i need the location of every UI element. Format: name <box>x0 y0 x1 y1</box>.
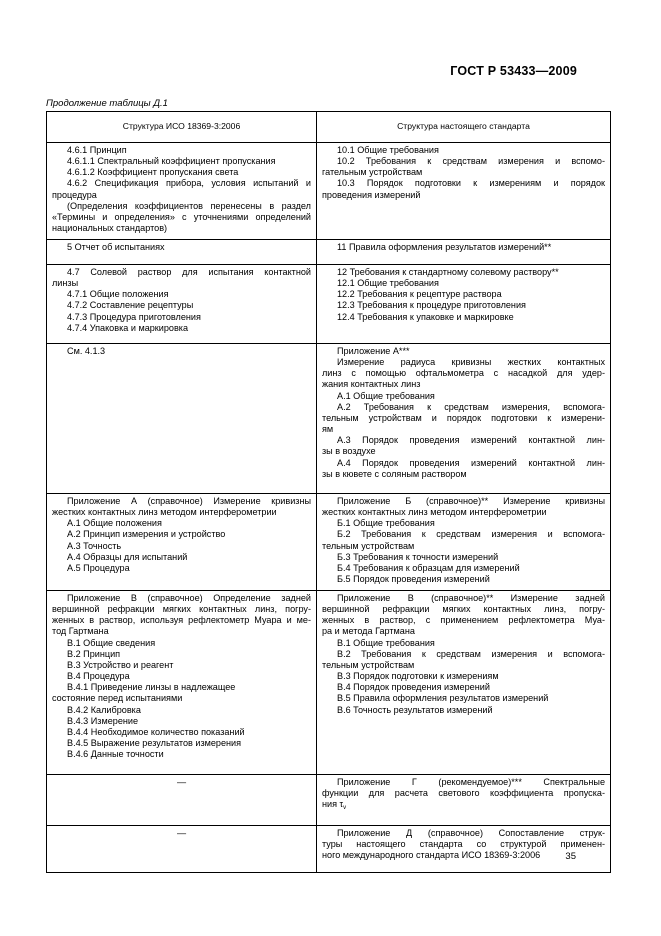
text-line <box>52 529 311 540</box>
text-line <box>322 278 605 289</box>
table-row <box>47 344 611 494</box>
line-text: А.4 Порядок проведения измерений контактной лин- <box>337 457 605 468</box>
line-text: тельным устройствам и порядок подготовки к измерени- <box>322 412 605 423</box>
text-line <box>322 693 605 704</box>
line-text: В.4.5 Выражение результатов измерения <box>67 738 242 749</box>
line-text: В.6 Точность результатов измерений <box>337 704 493 715</box>
line-text: 10.1 Общие требования <box>337 145 439 155</box>
line-text: жания контактных линз <box>322 379 421 390</box>
line-text: проведения измерений <box>322 189 421 200</box>
table-row <box>47 494 611 591</box>
text-line <box>52 278 311 289</box>
text-line <box>322 660 605 671</box>
line-text: В.4 Процедура <box>67 671 130 682</box>
line-text: Измерение радиуса кривизны жестких контактных <box>337 357 605 368</box>
line-text: В.1 Общие требования <box>337 637 435 648</box>
iso-structure-cell <box>47 240 317 265</box>
text-line <box>52 178 311 189</box>
line-text: В.4.4 Необходимое количество показаний <box>67 726 245 737</box>
national-structure-cell <box>317 591 611 775</box>
line-text: Б.5 Порядок проведения измерений <box>337 574 490 585</box>
text-line <box>322 357 605 368</box>
line-text: 4.6.2 Спецификация прибора, условия испытаний и <box>67 178 311 189</box>
line-text: А.3 Порядок проведения измерений контактной лин- <box>337 435 605 446</box>
line-text: 10.3 Порядок подготовки к измерениям и порядок <box>337 178 605 189</box>
iso-structure-cell <box>47 591 317 775</box>
iso-structure-cell <box>47 265 317 344</box>
line-text: 4.6.1 Принцип <box>67 145 127 155</box>
text-line <box>322 469 605 480</box>
table-row <box>47 240 611 265</box>
line-text: 4.6.1.2 Коэффициент пропускания света <box>67 167 239 178</box>
line-text: А.5 Процедура <box>67 562 130 573</box>
line-text: — <box>176 777 187 787</box>
text-line <box>52 828 311 839</box>
text-line <box>52 507 311 518</box>
text-line <box>322 178 605 189</box>
text-line <box>322 167 605 178</box>
line-text: А.1 Общие требования <box>337 390 435 401</box>
line-text: линзы <box>52 278 79 289</box>
text-line <box>52 190 311 201</box>
text-line <box>52 693 311 704</box>
table-body <box>47 143 611 873</box>
text-line <box>322 638 605 649</box>
text-line <box>52 563 311 574</box>
text-line <box>52 626 311 637</box>
text-line <box>52 777 311 788</box>
column-header-national: Структура настоящего стандарта <box>317 112 611 143</box>
text-line <box>322 267 605 278</box>
text-line <box>52 201 311 212</box>
national-structure-cell <box>317 344 611 494</box>
text-line <box>322 496 605 507</box>
text-line <box>52 267 311 278</box>
text-line <box>322 289 605 300</box>
line-text: Б.2 Требования к средствам измерения и вспомога- <box>337 529 605 540</box>
text-line <box>322 828 605 839</box>
text-line <box>52 638 311 649</box>
line-text: 12.1 Общие требования <box>337 278 439 289</box>
line-text: ям <box>322 424 334 435</box>
line-text: функции для расчета светового коэффициента пропуска- <box>322 788 605 799</box>
text-line <box>52 156 311 167</box>
text-line <box>52 738 311 749</box>
line-text: ния τ <box>322 799 344 810</box>
text-line <box>52 167 311 178</box>
text-line <box>322 379 605 390</box>
text-line <box>52 716 311 727</box>
line-text: Приложение Д (справочное) Сопоставление струк- <box>337 828 605 838</box>
text-line <box>52 727 311 738</box>
text-line <box>52 552 311 563</box>
text-line <box>322 190 605 201</box>
line-text: ра и метода Гартмана <box>322 626 415 637</box>
line-text: В.3 Порядок подготовки к измерениям <box>337 671 499 682</box>
table-row <box>47 143 611 240</box>
text-line <box>322 156 605 167</box>
text-line <box>52 300 311 311</box>
line-text: 4.7.1 Общие положения <box>67 289 169 300</box>
text-line <box>322 346 605 357</box>
line-text: Б.1 Общие требования <box>337 518 435 529</box>
line-text: 12.4 Требования к упаковке и маркировке <box>337 311 514 322</box>
iso-structure-cell <box>47 775 317 826</box>
line-text: 4.7.2 Составление рецептуры <box>67 300 194 311</box>
text-line <box>322 402 605 413</box>
text-line <box>52 682 311 693</box>
standard-id-header: ГОСТ Р 53433—2009 <box>450 64 577 78</box>
line-text: жестких контактных линз методом интерферометрии <box>52 507 277 518</box>
line-text: Б.4 Требования к образцам для измерений <box>337 562 520 573</box>
text-line <box>322 839 605 850</box>
line-text: В.4.6 Данные точности <box>67 749 164 760</box>
text-line <box>52 346 311 357</box>
line-text: А.2 Принцип измерения и устройство <box>67 529 226 540</box>
line-text: тельным устройствам <box>322 659 415 670</box>
text-line <box>52 649 311 660</box>
line-text: вершинной рефракции мягких контактных линз, погру- <box>322 604 605 615</box>
text-line <box>322 682 605 693</box>
text-line <box>322 649 605 660</box>
text-line <box>52 145 311 156</box>
line-text: Приложение А (справочное) Измерение кривизны <box>67 496 311 506</box>
line-text: состояние перед испытаниями <box>52 693 183 704</box>
national-structure-cell <box>317 265 611 344</box>
line-text: См. 4.1.3 <box>67 346 106 356</box>
line-text: (Определения коэффициентов перенесены в раздел <box>67 200 311 211</box>
line-text: женных в раствор, используя рефлектометр Муара и ме- <box>52 615 311 626</box>
line-text: гательным устройствам <box>322 167 423 178</box>
line-text: 4.7.4 Упаковка и маркировка <box>67 322 189 333</box>
text-line <box>52 671 311 682</box>
table-header-row <box>47 112 611 143</box>
text-line <box>322 593 605 604</box>
line-text: линз с помощью офтальмометра с насадкой для удер- <box>322 368 605 379</box>
line-text: 4.7.3 Процедура приготовления <box>67 311 201 322</box>
table-row <box>47 265 611 344</box>
table-row <box>47 591 611 775</box>
national-structure-cell <box>317 240 611 265</box>
line-text: 10.2 Требования к средствам измерения и вспомо- <box>337 156 605 167</box>
text-line <box>52 593 311 604</box>
text-line <box>322 552 605 563</box>
national-structure-cell <box>317 494 611 591</box>
line-text: тод Гартмана <box>52 626 109 637</box>
line-text: 4.6.1.1 Спектральный коэффициент пропускания <box>67 156 276 167</box>
text-line <box>322 850 605 861</box>
line-text: В.5 Правила оформления результатов измерений <box>337 693 549 704</box>
text-line <box>322 458 605 469</box>
text-line <box>322 626 605 637</box>
text-line <box>322 424 605 435</box>
line-text: В.2 Требования к средствам измерения и вспомога- <box>337 648 605 659</box>
line-text: национальных стандартов) <box>52 223 168 234</box>
line-text: туры настоящего стандарта со структурой применен- <box>322 839 605 850</box>
text-line <box>52 212 311 223</box>
line-text: ного международного стандарта ИСО 18369-3:2006 <box>322 850 541 861</box>
text-line <box>52 518 311 529</box>
line-text: А.2 Требования к средствам измерения, вспомога- <box>337 401 605 412</box>
line-text: А.3 Точность <box>67 540 122 551</box>
line-text: В.4 Порядок проведения измерений <box>337 682 490 693</box>
text-line <box>322 563 605 574</box>
subscript: v <box>343 805 347 812</box>
line-text: В.2 Принцип <box>67 648 121 659</box>
text-line <box>52 223 311 234</box>
line-text: Приложение В (справочное) Определение задней <box>67 593 311 603</box>
text-line <box>322 604 605 615</box>
table-row <box>47 775 611 826</box>
iso-structure-cell <box>47 826 317 873</box>
line-text: Б.3 Требования к точности измерений <box>337 551 499 562</box>
text-line <box>322 705 605 716</box>
text-line <box>322 574 605 585</box>
line-text: А.1 Общие положения <box>67 518 162 529</box>
comparison-table <box>46 111 611 873</box>
national-structure-cell <box>317 775 611 826</box>
text-line <box>322 391 605 402</box>
line-text: 11 Правила оформления результатов измерений** <box>337 242 552 252</box>
text-line <box>322 368 605 379</box>
text-line <box>322 615 605 626</box>
line-text: женных в раствор, с применением рефлектометра Муа- <box>322 615 605 626</box>
text-line <box>52 496 311 507</box>
text-line <box>322 242 605 253</box>
line-text: В.4.3 Измерение <box>67 715 139 726</box>
column-header-iso: Структура ИСО 18369-3:2006 <box>47 112 317 143</box>
line-text: вершинной рефракции мягких контактных линз, погру- <box>52 604 311 615</box>
line-text: Приложение Б (справочное)** Измерение кривизны <box>337 496 605 506</box>
text-line <box>52 604 311 615</box>
text-line <box>52 242 311 253</box>
text-line <box>322 435 605 446</box>
national-structure-cell <box>317 826 611 873</box>
text-line <box>322 518 605 529</box>
text-line <box>52 541 311 552</box>
line-text: 5 Отчет об испытаниях <box>67 242 165 252</box>
text-line <box>322 529 605 540</box>
text-line <box>322 788 605 799</box>
line-text: Приложение Г (рекомендуемое)*** Спектральные <box>337 777 605 787</box>
text-line <box>52 312 311 323</box>
text-line <box>52 323 311 334</box>
line-text: — <box>176 828 187 838</box>
national-structure-cell <box>317 143 611 240</box>
text-line <box>322 777 605 788</box>
line-text: В.4.1 Приведение линзы в надлежащее <box>67 682 236 693</box>
page-number: 35 <box>565 851 576 862</box>
text-line <box>322 312 605 323</box>
iso-structure-cell <box>47 494 317 591</box>
text-line <box>322 145 605 156</box>
line-text: зы в кювете с соляным раствором <box>322 468 467 479</box>
text-line <box>52 615 311 626</box>
text-line <box>322 446 605 457</box>
text-line <box>322 300 605 311</box>
text-line <box>322 541 605 552</box>
iso-structure-cell <box>47 143 317 240</box>
line-text: 12.2 Требования к рецептуре раствора <box>337 289 502 300</box>
line-text: Приложение А*** <box>337 346 410 356</box>
line-text: В.1 Общие сведения <box>67 637 156 648</box>
text-line <box>52 705 311 716</box>
iso-structure-cell <box>47 344 317 494</box>
line-text: 4.7 Солевой раствор для испытания контактной <box>67 267 311 277</box>
line-text: Приложение В (справочное)** Измерение задней <box>337 593 605 603</box>
table-row <box>47 826 611 873</box>
table-continuation-caption: Продолжение таблицы Д.1 <box>46 98 168 109</box>
line-text: зы в воздухе <box>322 446 376 457</box>
text-line <box>52 660 311 671</box>
text-line <box>322 413 605 424</box>
line-text: А.4 Образцы для испытаний <box>67 551 188 562</box>
text-line <box>322 799 605 814</box>
line-text: 12 Требования к стандартному солевому раствору** <box>337 267 559 277</box>
line-text: 12.3 Требования к процедуре приготовления <box>337 300 526 311</box>
line-text: В.3 Устройство и реагент <box>67 659 174 670</box>
line-text: В.4.2 Калибровка <box>67 704 141 715</box>
text-line <box>322 671 605 682</box>
line-text: жестких контактных линз методом интерферометрии <box>322 507 547 518</box>
line-text: тельным устройствам <box>322 540 415 551</box>
text-line <box>52 749 311 760</box>
text-line <box>322 507 605 518</box>
text-line <box>52 289 311 300</box>
line-text: процедура <box>52 189 97 200</box>
line-text: «Термины и определения» с уточнениями определений <box>52 211 311 222</box>
